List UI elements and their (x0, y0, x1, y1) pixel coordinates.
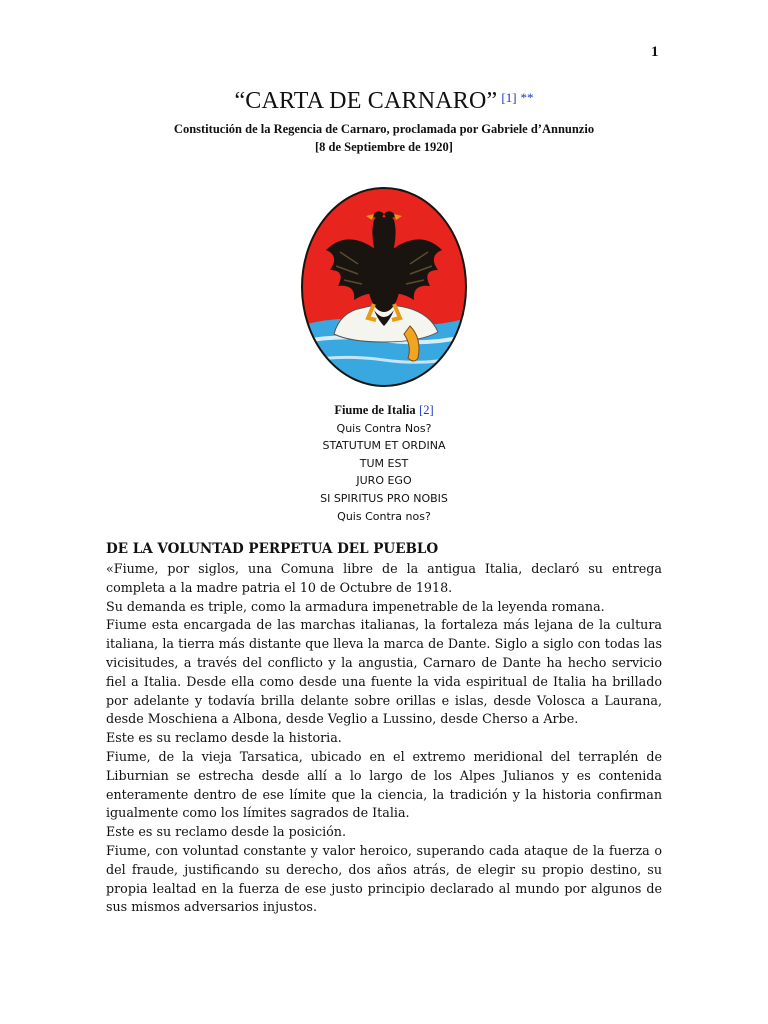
motto-line: SI SPIRITUS PRO NOBIS (320, 491, 448, 505)
motto-line: JURO EGO (356, 474, 412, 488)
section-heading: DE LA VOLUNTAD PERPETUA DEL PUEBLO (106, 541, 439, 557)
document-title-line (0, 88, 768, 115)
footnote-link-2[interactable]: [2] (419, 403, 434, 417)
motto-line: Quis Contra nos? (337, 509, 431, 523)
motto-line: STATUTUM ET ORDINA (322, 439, 446, 453)
body-paragraph: «Fiume, por siglos, una Comuna libre de la antigua Italia, declaró su entrega completa a la madre patria el 10 de Octubre de 1918. (106, 561, 662, 595)
document-title: “CARTA DE CARNARO” (234, 88, 498, 114)
body-paragraph: Este es su reclamo desde la posición. (106, 824, 346, 840)
page-number: 1 (651, 44, 659, 60)
body-paragraph: Fiume, de la vieja Tarsatica, ubicado en el extremo meridional del terraplén de Liburnian se estrecha desde allí a lo largo de los Alpes Julianos y es contenida enteramente dentro de ese límite que la ciencia, la tradición y la historia confirman igualmente como los límites sagrados de Italia. (106, 748, 662, 821)
body-paragraph: Su demanda es triple, como la armadura impenetrable de la leyenda romana. (106, 598, 605, 614)
document-date: [8 de Septiembre de 1920] (315, 140, 453, 154)
body-paragraph: Este es su reclamo desde la historia. (106, 730, 342, 746)
footnote-stars: ** (520, 90, 534, 105)
motto-block (0, 402, 768, 525)
motto-title: Fiume de Italia (334, 403, 416, 417)
body-paragraph: Fiume esta encargada de las marchas italianas, la fortaleza más lejana de la cultura italiana, la tierra más distante que lleva la marca de Dante. Siglo a siglo con todas las vicisitudes, a través del conflicto y la angustia, Carnaro de Dante ha hecho servicio fiel a Italia. Desde ella como desde una fuente la vida espiritual de Italia ha brillado por adelante y todavía brilla delante sobre orillas e islas, desde Volosca a Laurana, desde Moschiena a Albona, desde Veglio a Lussino, desde Cherso a Arbe. (106, 617, 662, 727)
motto-line: TUM EST (359, 456, 409, 470)
motto-line: Quis Contra Nos? (336, 421, 432, 435)
body-paragraph: Fiume, con voluntad constante y valor heroico, superando cada ataque de la fuerza o del fraude, justificando su derecho, dos años atrás, de elegir su propio destino, su propia lealtad en la fuerza de ese justo principio declarado al mundo por algunos de sus mismos adversarios injustos. (106, 842, 662, 915)
section-body (106, 560, 662, 917)
document-subtitle: Constitución de la Regencia de Carnaro, proclamada por Gabriele d’Annunzio (173, 122, 595, 136)
fiume-coat-of-arms-icon (300, 186, 468, 388)
footnote-link-1[interactable]: [1] (501, 90, 517, 105)
